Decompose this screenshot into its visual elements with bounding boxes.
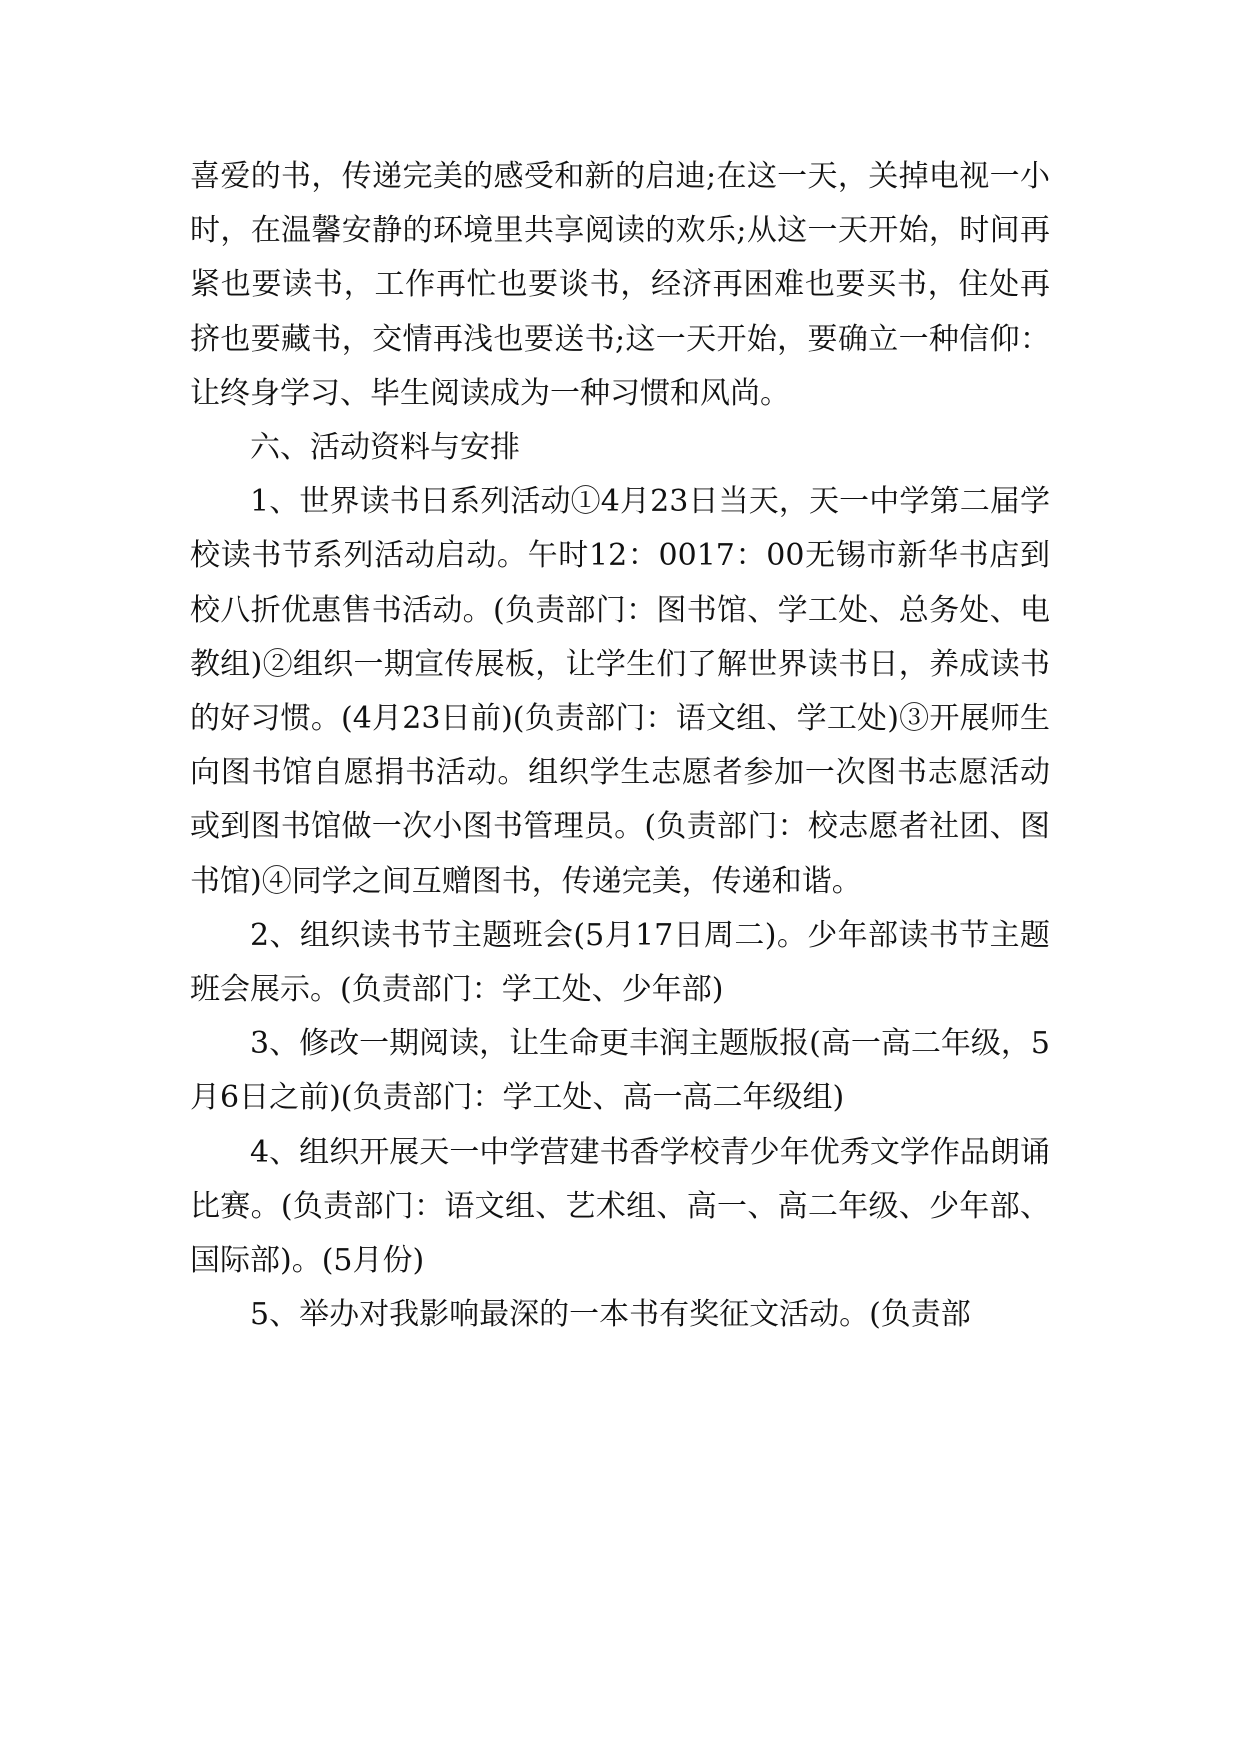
list-item: 5、举办对我影响最深的一本书有奖征文活动。(负责部: [250, 1297, 971, 1333]
document-body: [190, 150, 1050, 1342]
list-item: 3、修改一期阅读，让生命更丰润主题版报(高一高二年级，5月6日之前)(负责部门：学工处、高一高二年级组): [190, 1026, 1050, 1116]
paragraph-continuation: 喜爱的书，传递完美的感受和新的启迪;在这一天，关掉电视一小时，在温馨安静的环境里共享阅读的欢乐;从这一天开始，时间再紧也要读书，工作再忙也要谈书，经济再困难也要买书，住处再挤也要藏书，交情再浅也要送书;这一天开始，要确立一种信仰：让终身学习、毕生阅读成为一种习惯和风尚。: [190, 159, 1050, 411]
list-item: 4、组织开展天一中学营建书香学校青少年优秀文学作品朗诵比赛。(负责部门：语文组、艺术组、高一、高二年级、少年部、国际部)。(5月份): [190, 1134, 1050, 1279]
section-heading: 六、活动资料与安排: [250, 430, 520, 466]
list-item: 1、世界读书日系列活动①4月23日当天，天一中学第二届学校读书节系列活动启动。午时12：0017：00无锡市新华书店到校八折优惠售书活动。(负责部门：图书馆、学工处、总务处、电教组)②组织一期宣传展板，让学生们了解世界读书日，养成读书的好习惯。(4月23日前)(负责部门：语文组、学工处)③开展师生向图书馆自愿捐书活动。组织学生志愿者参加一次图书志愿活动或到图书馆做一次小图书管理员。(负责部门：校志愿者社团、图书馆)④同学之间互赠图书，传递完美，传递和谐。: [190, 484, 1050, 899]
list-item: 2、组织读书节主题班会(5月17日周二)。少年部读书节主题班会展示。(负责部门：学工处、少年部): [190, 917, 1050, 1008]
